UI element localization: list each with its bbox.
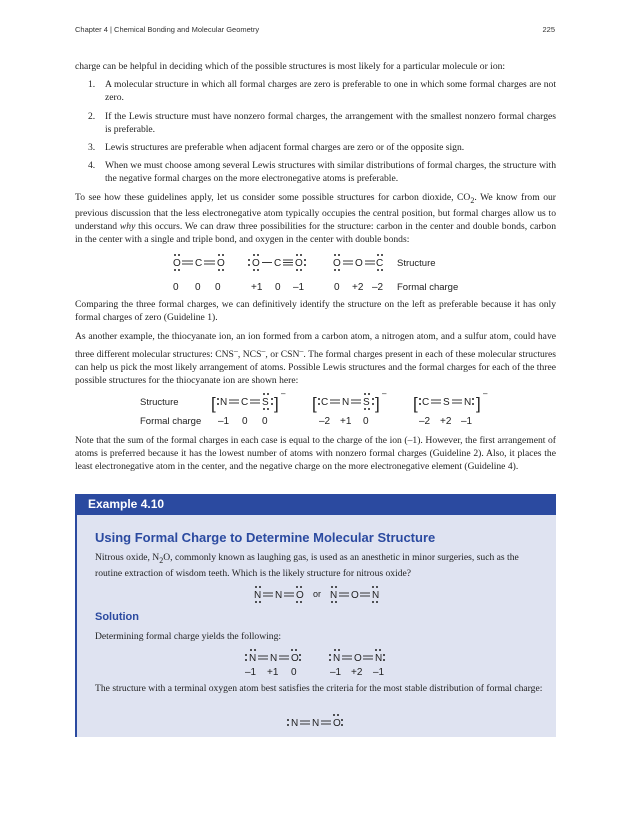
ion-charge: – [382, 389, 387, 398]
guideline-number: 1. [88, 79, 96, 91]
atom: N [249, 653, 257, 664]
atom: N [375, 653, 383, 664]
text-run: Nitrous oxide, N [95, 552, 160, 563]
atom: C [274, 258, 282, 269]
formal-charge: 0 [262, 416, 268, 427]
text-run: , NCS [237, 348, 262, 360]
formal-charge: –1 [245, 667, 257, 678]
atom: O [173, 258, 181, 269]
subscript: 2 [470, 195, 475, 205]
formal-charge-label: Formal charge [397, 282, 459, 293]
example-title: Using Formal Charge to Determine Molecular Structure [95, 530, 436, 545]
atom: N [291, 718, 299, 729]
example-header-bar: Example 4.10 [75, 494, 556, 515]
atom: S [262, 397, 269, 408]
text-run: . The formal charges present in each of these molecular structures can help us pick the most likely arrangement of atoms. Possible Lewis structures and the formal charges for each of the three possible structures for the thiocyanate ion are shown here: [75, 348, 556, 387]
compare-paragraph: Comparing the three formal charges, we can definitively identify the structure on the left as preferable because it has only formal charges of zero (Guideline 1). [75, 299, 556, 324]
note-paragraph: Note that the sum of the formal charges in each case is equal to the charge of the ion (–1). However, the first arrangement of atoms is preferred because it has the lowest number of atoms with nonzero formal charges (Guideline 2). Also, it places the least electronegative atom in the center, and the negative charge on the more electronegative element (Guideline 4). [75, 435, 556, 473]
atom: O [252, 258, 260, 269]
atom: N [372, 590, 380, 601]
guideline-text: When we must choose among several Lewis structures with similar distributions of formal charges, the structure with the negative formal charges on the more electronegative atoms is preferable. [105, 160, 556, 185]
atom: O [354, 653, 362, 664]
text-run: As another example, the thiocyanate ion, an ion formed from a carbon atom, a nitrogen atom, and a sulfur atom, could have three different molecular structures: CNS [75, 331, 556, 360]
solution-heading: Solution [95, 611, 139, 623]
formal-charge: –2 [372, 282, 384, 293]
superscript: – [299, 345, 304, 355]
atom: N [464, 397, 472, 408]
formal-charge: +1 [251, 282, 263, 293]
formal-charge: –1 [373, 667, 385, 678]
atom: O [333, 258, 341, 269]
n2o-final-structure [291, 718, 341, 729]
formal-charge: –1 [461, 416, 473, 427]
superscript: – [261, 345, 266, 355]
formal-charge-label: Formal charge [140, 416, 202, 427]
subscript: 2 [159, 555, 164, 565]
bracket-open: [ [312, 394, 317, 413]
n2o-option-1 [254, 590, 304, 601]
atom: O [296, 590, 304, 601]
atom: O [295, 258, 303, 269]
text-run: To see how these guidelines apply, let us consider some possible structures for carbon dioxide, CO [75, 191, 471, 203]
chapter-title: Chapter 4 | Chemical Bonding and Molecular Geometry [75, 25, 260, 34]
formal-charge: 0 [334, 282, 340, 293]
guideline-number: 2. [88, 110, 96, 122]
bracket-open: [ [413, 394, 418, 413]
text-run: O, commonly known as laughing gas, is used as an anesthetic in minor surgeries, such as the routine extraction of wisdom teeth. Which is the likely structure for nitrous oxide? [95, 552, 519, 580]
atom: O [355, 258, 363, 269]
formal-charge: 0 [275, 282, 281, 293]
n2o-solution-2 [330, 653, 385, 678]
bracket-open: [ [211, 394, 216, 413]
atom: O [217, 258, 225, 269]
superscript: – [233, 345, 238, 355]
atom: N [330, 590, 338, 601]
formal-charge: –1 [218, 416, 230, 427]
formal-charge: +1 [340, 416, 352, 427]
formal-charge: 0 [363, 416, 369, 427]
guideline-number: 3. [88, 142, 96, 154]
atom: S [443, 397, 450, 408]
atom: N [275, 590, 283, 601]
atom: O [291, 653, 299, 664]
atom: N [333, 653, 341, 664]
formal-charge: +2 [352, 282, 364, 293]
bracket-close: ] [476, 394, 481, 413]
atom: N [342, 397, 350, 408]
page-number: 225 [542, 25, 555, 34]
atom: N [220, 397, 228, 408]
formal-charge: –2 [419, 416, 431, 427]
formal-charge: –1 [330, 667, 342, 678]
guideline-number: 4. [88, 160, 96, 172]
atom: C [376, 258, 384, 269]
intro-text: charge can be helpful in deciding which of the possible structures is most likely for a particular molecule or ion: [75, 61, 506, 72]
guideline-text: Lewis structures are preferable when adjacent formal charges are zero or of the opposite sign. [105, 142, 465, 154]
italic-text: why [119, 220, 136, 232]
formal-charge: +1 [267, 667, 279, 678]
formal-charge: –1 [293, 282, 305, 293]
atom: O [351, 590, 359, 601]
text-run: this occurs. We can draw three possibilities for the structure: carbon in the center and double bonds, carbon in the center with a single and triple bond, and oxygen in the center with double bonds: [75, 220, 556, 246]
solution-text: Determining formal charge yields the following: [95, 631, 282, 642]
n2o-option-2 [330, 590, 379, 601]
formal-charge: 0 [173, 282, 179, 293]
formal-charge: 0 [242, 416, 248, 427]
guideline-text: A molecular structure in which all formal charges are zero is preferable to one in which some formal charges are not zero. [105, 79, 556, 104]
formal-charge: 0 [195, 282, 201, 293]
ion-charge: – [483, 389, 488, 398]
bracket-close: ] [375, 394, 380, 413]
structure-label: Structure [397, 258, 436, 269]
formal-charge: 0 [291, 667, 297, 678]
atom: N [270, 653, 278, 664]
atom: S [363, 397, 370, 408]
atom: C [422, 397, 430, 408]
formal-charge: –2 [319, 416, 331, 427]
formal-charge: +2 [440, 416, 452, 427]
atom: N [254, 590, 262, 601]
ion-charge: – [281, 389, 286, 398]
formal-charge: +2 [351, 667, 363, 678]
atom: C [321, 397, 329, 408]
guideline-text: If the Lewis structure must have nonzero formal charges, the arrangement with the smallest nonzero formal charges is preferable. [105, 110, 556, 135]
text-run: . We know from our previous discussion that the less electronegative atom typically occupies the central position, but formal charges allow us to understand [75, 191, 556, 232]
n2o-solution-1 [245, 653, 299, 678]
atom: C [195, 258, 203, 269]
atom: O [333, 718, 341, 729]
atom: C [241, 397, 249, 408]
conclusion-text: The structure with a terminal oxygen atom best satisfies the criteria for the most stable distribution of formal charge: [95, 683, 543, 694]
text-run: , or CSN [265, 348, 300, 360]
atom: N [312, 718, 320, 729]
structure-label: Structure [140, 397, 179, 408]
formal-charge: 0 [215, 282, 221, 293]
or-label: or [313, 589, 322, 599]
bracket-close: ] [274, 394, 279, 413]
